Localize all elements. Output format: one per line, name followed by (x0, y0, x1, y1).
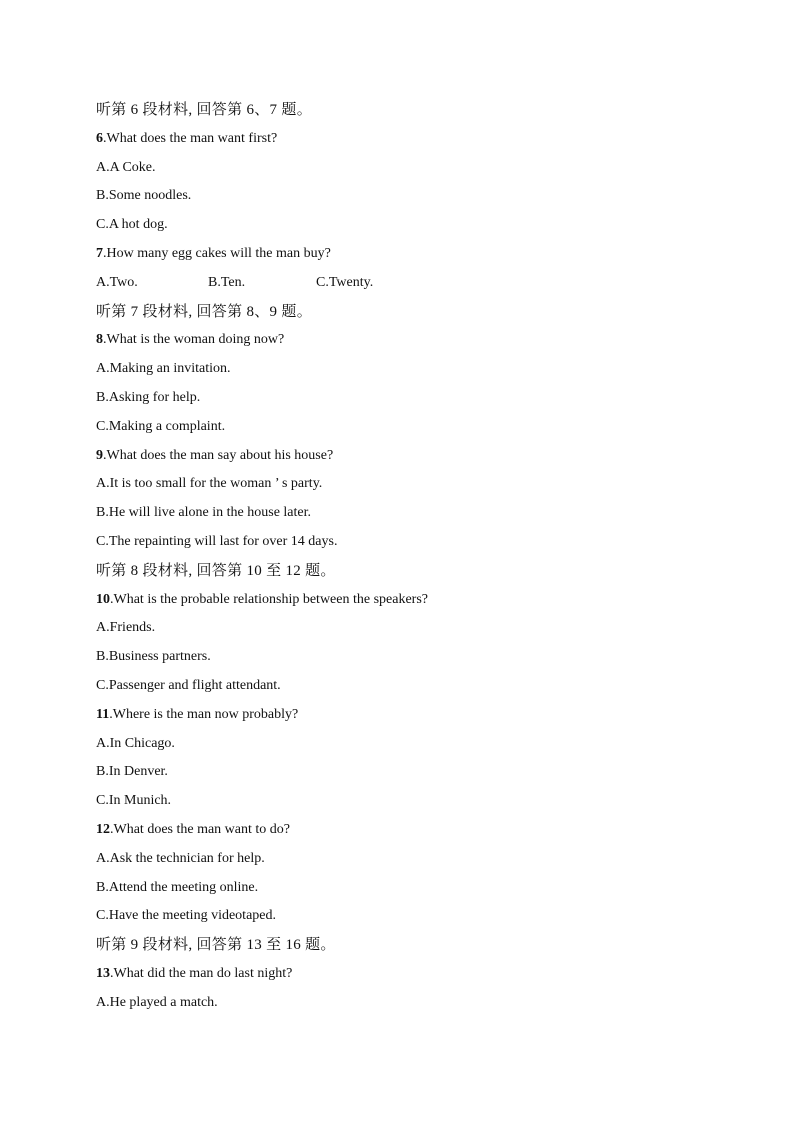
question-11 (96, 701, 716, 730)
option-a: A.In Chicago. (96, 735, 175, 751)
question-number: 10 (96, 591, 110, 607)
question-text: .How many egg cakes will the man buy? (103, 245, 331, 261)
question-10 (96, 586, 716, 615)
question-number: 8 (96, 332, 103, 348)
option-b: B.In Denver. (96, 764, 168, 780)
section-heading: 听第 6 段材料, 回答第 6、7 题。 (96, 102, 313, 118)
option-a: A.Making an invitation. (96, 361, 231, 377)
section-heading: 听第 9 段材料, 回答第 13 至 16 题。 (96, 937, 336, 954)
option-c: C.Passenger and flight attendant. (96, 677, 281, 693)
question-number: 6 (96, 130, 103, 146)
question-7 (96, 240, 716, 269)
question-number: 7 (96, 245, 103, 261)
section-heading: 听第 8 段材料, 回答第 10 至 12 题。 (96, 562, 336, 579)
question-9 (96, 442, 716, 471)
option-c: C.Making a complaint. (96, 418, 226, 434)
option-b: B.Ten. (208, 274, 246, 290)
question-text: .What does the man want to do? (110, 821, 291, 837)
section-heading: 听第 7 段材料, 回答第 8、9 题。 (96, 303, 313, 320)
question-number: 11 (96, 706, 110, 722)
question-text: .What does the man say about his house? (103, 447, 334, 463)
option-a: A.Ask the technician for help. (96, 850, 265, 866)
option-a: A.A Coke. (96, 159, 156, 175)
option-c: C.A hot dog. (96, 217, 168, 233)
question-number: 9 (96, 447, 103, 463)
question-13 (96, 960, 716, 989)
option-c: C.Twenty. (316, 274, 374, 290)
option-a: A.Friends. (96, 620, 156, 636)
option-a: A.Two. (96, 274, 138, 290)
question-6 (96, 125, 716, 154)
option-c: C.In Munich. (96, 793, 172, 809)
option-b: B.Asking for help. (96, 389, 201, 405)
option-b: B.Some noodles. (96, 188, 192, 204)
question-12 (96, 816, 716, 845)
question-number: 12 (96, 821, 110, 837)
option-b: B.He will live alone in the house later. (96, 505, 312, 521)
question-text: .What did the man do last night? (110, 965, 293, 981)
question-8 (96, 326, 716, 355)
question-text: .Where is the man now probably? (109, 706, 299, 722)
question-text: .What is the woman doing now? (103, 332, 285, 348)
option-c: C.The repainting will last for over 14 days. (96, 533, 338, 549)
option-b: B.Attend the meeting online. (96, 879, 259, 895)
inline-options (96, 269, 716, 298)
option-b: B.Business partners. (96, 649, 211, 665)
question-text: .What is the probable relationship between the speakers? (110, 591, 428, 607)
question-text: .What does the man want first? (103, 130, 278, 146)
question-number: 13 (96, 965, 110, 981)
option-a: A.It is too small for the woman ’ s party. (96, 476, 323, 492)
option-a: A.He played a match. (96, 994, 218, 1010)
option-c: C.Have the meeting videotaped. (96, 908, 276, 924)
worksheet-page (96, 96, 716, 1018)
